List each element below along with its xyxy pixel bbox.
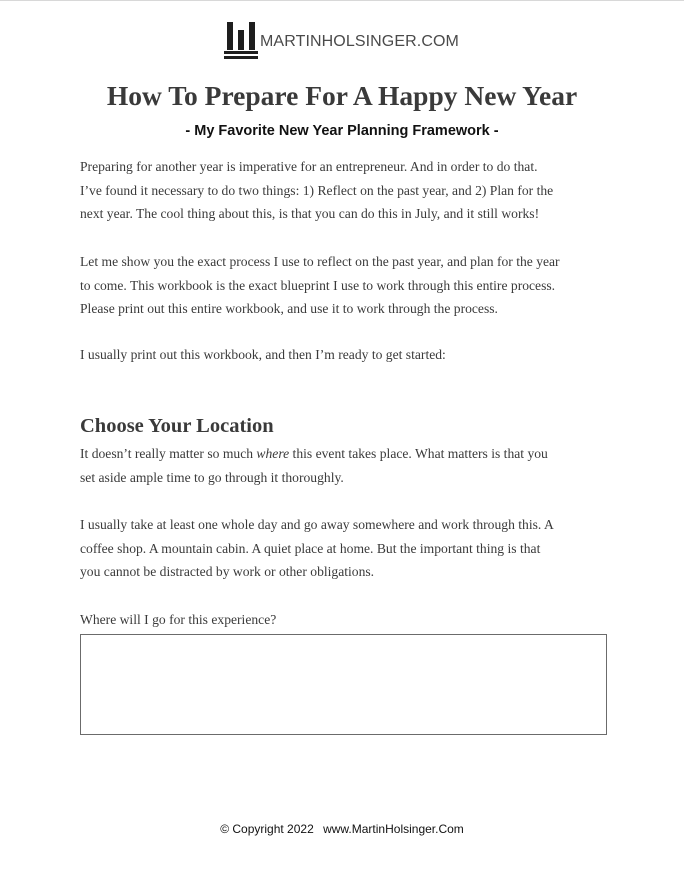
- location-answer-box[interactable]: [80, 634, 607, 735]
- location-p2-line: I usually take at least one whole day and go away somewhere and work through this. A: [80, 517, 554, 532]
- location-question: [80, 608, 610, 632]
- top-divider: [0, 0, 684, 1]
- page-footer: [0, 822, 684, 837]
- page-title: How To Prepare For A Happy New Year: [106, 80, 578, 111]
- location-p1-line: set aside ample time to go through it thoroughly.: [80, 469, 344, 485]
- intro-p2-line: Please print out this entire workbook, and use it to work through the process.: [80, 301, 498, 316]
- location-p1-line: [80, 442, 610, 466]
- intro-p1-line: next year. The cool thing about this, is that you can do this in July, and it still works!: [80, 206, 540, 221]
- brand-name: MARTINHOLSINGER.COM: [260, 33, 459, 50]
- location-p2-line: you cannot be distracted by work or other obligations.: [80, 564, 375, 579]
- intro-p1-line: I’ve found it necessary to do two things: 1) Reflect on the past year, and 2) Plan for the: [80, 182, 554, 198]
- intro-p3-line: I usually print out this workbook, and then I’m ready to get started:: [80, 347, 446, 362]
- building-columns-icon: [224, 22, 258, 60]
- intro-paragraph-1: [80, 155, 610, 226]
- location-p1-emphasis: where: [256, 446, 290, 461]
- intro-p1-line: Preparing for another year is imperative for an entrepreneur. And in order to do that.: [80, 159, 538, 174]
- location-paragraph-2: [80, 513, 610, 584]
- location-p1-text: this event takes place. What matters is that you: [289, 446, 548, 461]
- location-p2-line: coffee shop. A mountain cabin. A quiet place at home. But the important thing is that: [80, 540, 541, 556]
- intro-paragraph-2: [80, 250, 610, 321]
- page-subtitle: - My Favorite New Year Planning Framework -: [185, 123, 499, 139]
- location-paragraph-1: [80, 442, 610, 489]
- section-heading-location: Choose Your Location: [80, 415, 274, 437]
- question-label: Where will I go for this experience?: [80, 612, 277, 627]
- footer-site-link[interactable]: www.MartinHolsinger.Com: [323, 822, 464, 836]
- site-logo: [224, 22, 459, 60]
- intro-paragraph-3: [80, 343, 610, 367]
- location-p1-text: It doesn’t really matter so much: [80, 446, 257, 461]
- copyright-text: © Copyright 2022: [220, 822, 314, 836]
- intro-p2-line: Let me show you the exact process I use to reflect on the past year, and plan for the year: [80, 254, 560, 269]
- intro-p2-line: to come. This workbook is the exact blueprint I use to work through this entire process.: [80, 277, 556, 293]
